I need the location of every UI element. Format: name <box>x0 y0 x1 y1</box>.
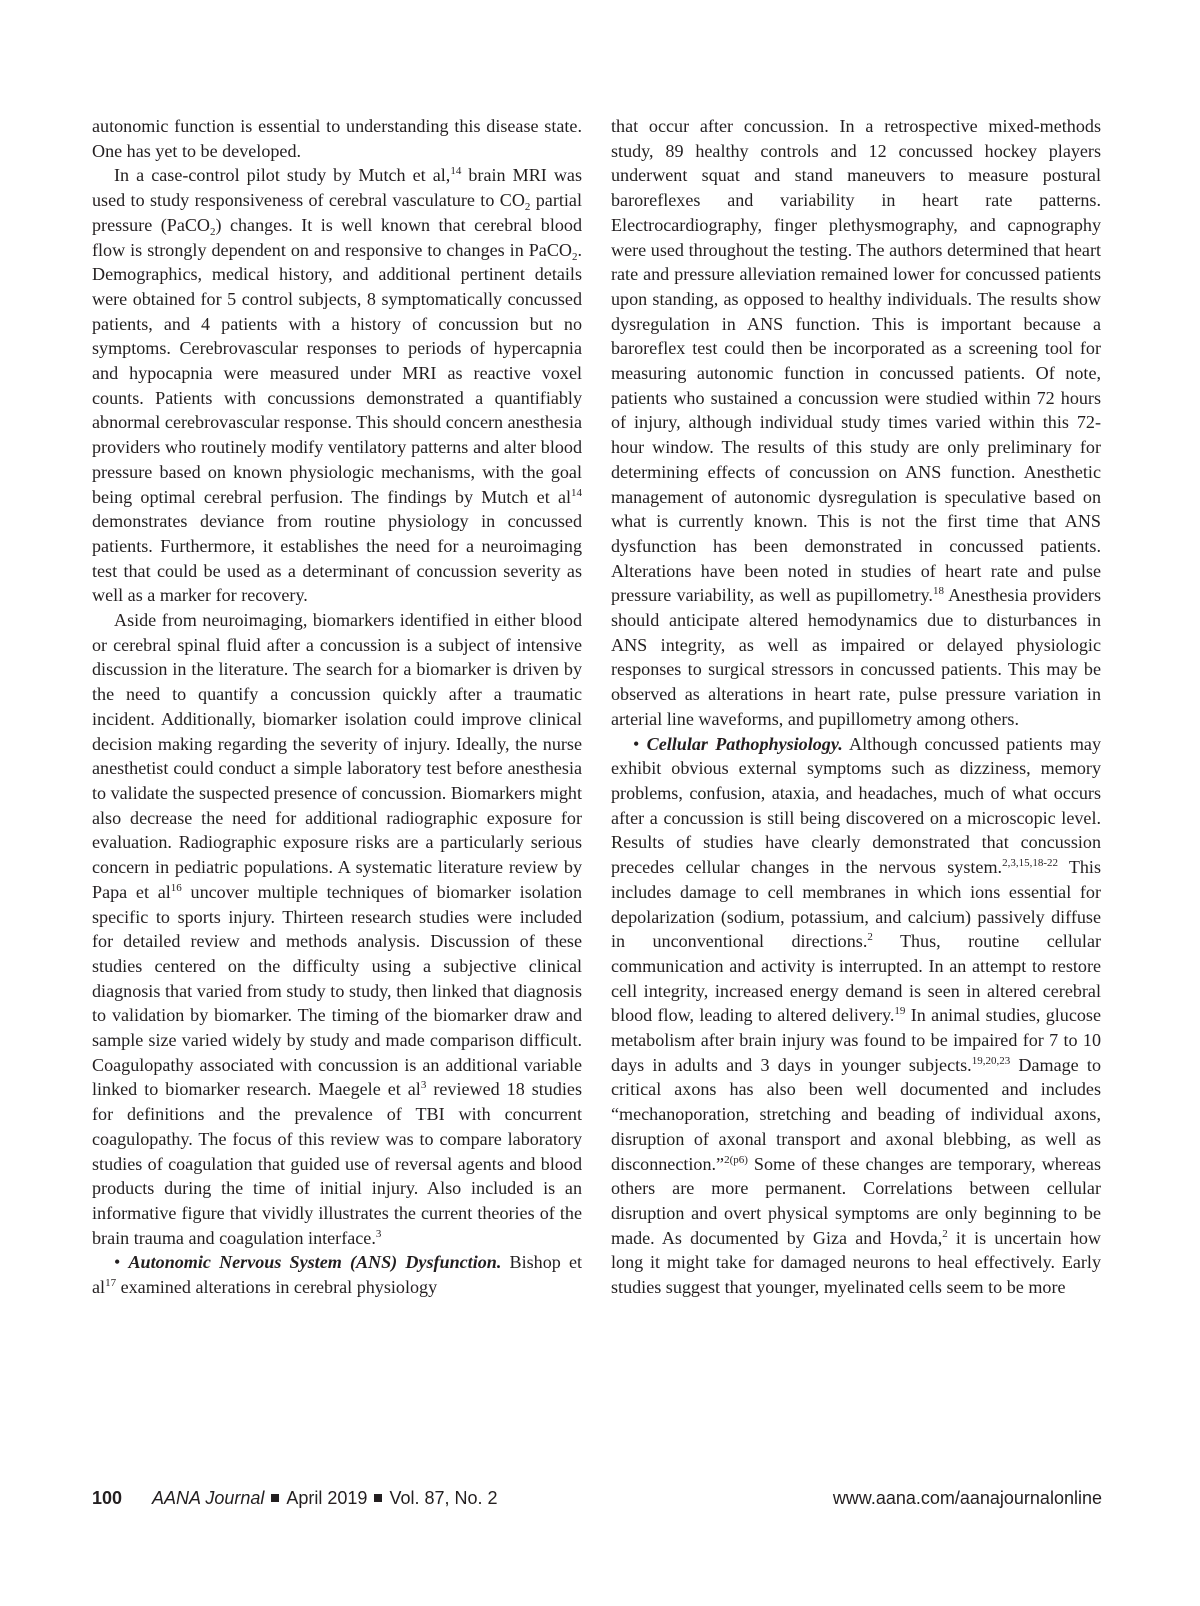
citation: 14 <box>450 165 462 178</box>
citation: 3 <box>420 1079 427 1092</box>
run-in-heading: Cellular Pathophysiology. <box>646 733 843 754</box>
citation: 17 <box>105 1277 117 1290</box>
journal-url[interactable]: www.aana.com/aanajournalonline <box>832 1488 1102 1508</box>
citation: 2(p6) <box>724 1153 748 1166</box>
square-separator-icon <box>374 1494 382 1502</box>
citation: 2,3,15,18-22 <box>1002 857 1058 870</box>
volume-issue: Vol. 87, No. 2 <box>389 1488 498 1508</box>
section-paragraph-cellular: • Cellular Pathophysiology. Although concussed patients may exhibit obvious external symptoms such as dizziness, memory problems, confusion, ataxia, and headaches, much of what occurs after a concussion is still being discovered on a microscopic level. Results of studies have clearly demonstrated that concussion precedes cellular changes in the nervous system.$^{2,3,15,18-22}$ This includes damage to cell membranes in which ions essential for depolarization (sodium, potassium, and calcium) passively diffuse in unconventional directions.$^2$ Thus, routine cellular communication and activity is interrupted. In an attempt to restore cell integrity, increased energy demand is seen in altered cerebral blood flow, leading to altered delivery.$^{19}$ In animal studies, glucose metabolism after brain injury was found to be impaired for 7 to 10 days in adults and 3 days in younger subjects.$^{19,20,23}$ Damage to critical axons has also been well documented and includes “mechanoporation, stretching and beading of individual axons, disruption of axonal transport and axonal blebbing, as well as disconnection.”$^{2(p6)}$ Some of these changes are temporary, whereas others are more permanent. Correlations between cellular disruption and overt physical symptoms are only beginning to be made. As documented by Giza and Hovda,$^2$ it is uncertain how long it might take for damaged neurons to heal effectively. Early studies suggest that younger, myelinated cells seem to be more <box>611 733 1101 1298</box>
citation: 2 <box>867 931 873 944</box>
citation: 16 <box>170 881 182 894</box>
left-column <box>92 114 582 1300</box>
citation: 19,20,23 <box>971 1054 1011 1067</box>
section-paragraph-ans: • Autonomic Nervous System (ANS) Dysfunction. Bishop et $al^{17}$ examined alterations in cerebral physiology <box>92 1252 583 1298</box>
paragraph: autonomic function is essential to understanding this disease state. One has yet to be developed. <box>92 116 582 161</box>
square-separator-icon <box>271 1494 279 1502</box>
journal-citation <box>152 1488 498 1509</box>
page-footer <box>92 1488 1102 1514</box>
citation: 2 <box>942 1227 948 1240</box>
paragraph: In a case-control pilot study by Mutch et al,$^{14}$ brain MRI was used to study responsiveness of cerebral vasculature to $CO_2$ partial pressure (PaCO$_2$) changes. It is well known that cerebral blood flow is strongly dependent on and responsive to changes in PaCO$_2$. Demographics, medical history, and additional pertinent details were obtained for 5 control subjects, 8 symptomatically concussed patients, and 4 patients with a history of concussion but no symptoms. Cerebrovascular responses to periods of hypercapnia and hypocapnia were measured under MRI as reactive voxel counts. Patients with concussions demonstrated a quantifiably abnormal cerebrovascular response. This should concern anesthesia providers who routinely modify ventilatory patterns and alter blood pressure based on known physiologic mechanisms, with the goal being optimal cerebral perfusion. The findings by Mutch et $al^{14}$ demonstrates deviance from routine physiology in concussed patients. Furthermore, it establishes the need for a neuroimaging test that could be used as a determinant of concussion severity as well as a marker for recovery. <box>92 165 582 606</box>
citation: 3 <box>375 1227 382 1240</box>
paragraph: Aside from neuroimaging, biomarkers identified in either blood or cerebral spinal fluid after a concussion is a subject of intensive discussion in the literature. The search for a biomarker is driven by the need to quantify a concussion quickly after a traumatic incident. Additionally, biomarker isolation could improve clinical decision making regarding the severity of injury. Ideally, the nurse anesthetist could conduct a simple laboratory test before anesthesia to validate the suspected presence of concussion. Biomarkers might also decrease the need for additional radiographic exposure for evaluation. Radiographic exposure risks are a particularly serious concern in pediatric populations. A systematic literature review by Papa et $al^{16}$ uncover multiple techniques of biomarker isolation specific to sports injury. Thirteen research studies were included for detailed review and methods analysis. Discussion of these studies centered on the difficulty using a subjective clinical diagnosis that varied from study to study, then linked that diagnosis to validation by biomarker. The timing of the biomarker draw and sample size varied widely by study and made comparison difficult. Coagulopathy associated with concussion is an additional variable linked to biomarker research. Maegele et $al^3$ reviewed 18 studies for definitions and the prevalence of TBI with concurrent coagulopathy. The focus of this review was to compare laboratory studies of coagulation that guided use of reversal agents and blood products during the time of initial injury. Also included is an informative figure that vividly illustrates the current theories of the brain trauma and coagulation interface.$^3$ <box>92 610 583 1248</box>
run-in-heading: Autonomic Nervous System (ANS) Dysfunction. <box>128 1252 502 1273</box>
journal-name: AANA Journal <box>152 1488 265 1508</box>
issue-date: April 2019 <box>286 1488 368 1508</box>
paragraph: that occur after concussion. In a retrospective mixed-methods study, 89 healthy controls and 12 concussed hockey players underwent squat and stand maneuvers to measure postural baroreflexes and variability in heart rate patterns. Electrocardiography, finger plethysmography, and capnography were used throughout the testing. The authors determined that heart rate and pressure alleviation remained lower for concussed patients upon standing, as opposed to healthy individuals. The results show dysregulation in ANS function. This is important because a baroreflex test could then be incorporated as a screening tool for measuring autonomic function in concussed patients. Of note, patients who sustained a concussion were studied within 72 hours of injury, although individual study times varied within this 72-hour window. The results of this study are only preliminary for determining effects of concussion on ANS function. Anesthetic management of autonomic dysregulation is speculative based on what is currently known. This is not the first time that ANS dysfunction has been demonstrated in concussed patients. Alterations have been noted in studies of heart rate and pulse pressure variability, as well as pupillometry.$^{18}$ Anesthesia providers should anticipate altered hemodynamics due to disturbances in ANS integrity, as well as impaired or delayed physiologic responses to surgical stressors in concussed patients. This may be observed as alterations in heart rate, pulse pressure variation in arterial line waveforms, and pupillometry among others. <box>611 116 1101 729</box>
page-number: 100 <box>92 1488 123 1508</box>
citation: 19 <box>894 1005 906 1018</box>
citation: 18 <box>932 585 944 598</box>
right-column <box>611 114 1101 1300</box>
citation: 14 <box>571 486 582 499</box>
